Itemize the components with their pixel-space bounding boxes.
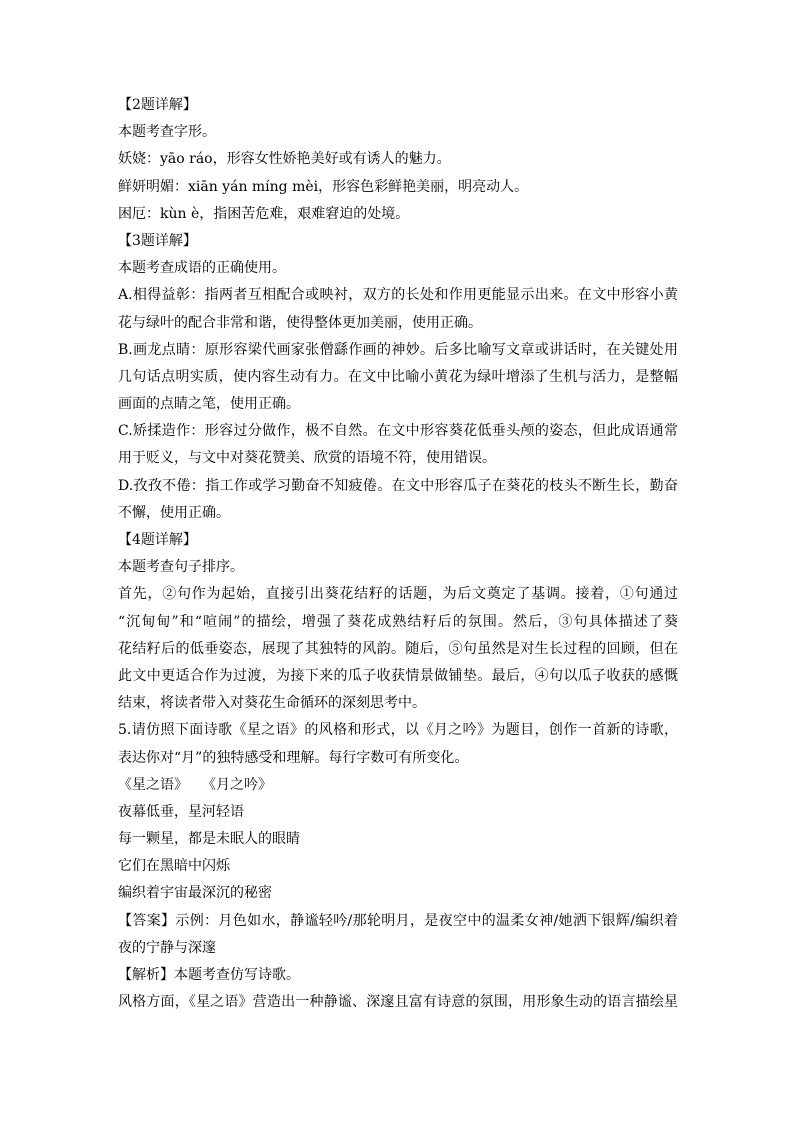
text-line: 夜幕低垂，星河轻语 — [118, 803, 244, 820]
text-line: 表达你对“月”的独特感受和理解。每行字数可有所变化。 — [118, 749, 469, 766]
text-line: 【答案】示例：月色如水，静谧轻吟/那轮明月，是夜空中的温柔女神/她洒下银辉/编织着 — [118, 912, 678, 929]
text-line: “沉甸甸”和“喧闹”的描绘，增强了葵花成熟结籽后的氛围。然后，③句具体描述了葵 — [118, 613, 678, 630]
text-line: 困厄：kùn è，指困苦危难，艰难窘迫的处境。 — [118, 205, 410, 222]
text-line: 夜的宁静与深邃 — [118, 939, 216, 956]
text-line: 不懈，使用正确。 — [118, 504, 230, 521]
text-line: D.孜孜不倦：指工作或学习勤奋不知疲倦。在文中形容瓜子在葵花的枝头不断生长，勤奋 — [118, 477, 678, 494]
text-line: 此文中更适合作为过渡，为接下来的瓜子收获情景做铺垫。最后，④句以瓜子收获的感慨 — [118, 667, 678, 684]
text-line: 【2题详解】 — [118, 97, 197, 113]
text-line: 【4题详解】 — [118, 532, 197, 548]
text-line: 本题考查成语的正确使用。 — [118, 260, 286, 277]
text-line: 首先，②句作为起始，直接引出葵花结籽的话题，为后文奠定了基调。接着，①句通过 — [118, 586, 678, 603]
text-line: 每一颗星，都是未眠人的眼睛 — [118, 831, 300, 848]
text-line: 鲜妍明媚：xiān yán míng mèi，形容色彩鲜艳美丽，明亮动人。 — [118, 178, 529, 195]
text-line: A.相得益彰：指两者互相配合或映衬，双方的长处和作用更能显示出来。在文中形容小黄 — [118, 287, 678, 304]
text-line: 用于贬义，与文中对葵花赞美、欣赏的语境不符，使用错误。 — [118, 450, 496, 467]
text-line: 编织着宇宙最深沉的秘密 — [118, 885, 272, 902]
text-line: 【解析】本题考查仿写诗歌。 — [118, 967, 300, 983]
text-line: 几句话点明实质，使内容生动有力。在文中比喻小黄花为绿叶增添了生机与活力，是整幅 — [118, 368, 678, 385]
text-line: 花与绿叶的配合非常和谐，使得整体更加美丽，使用正确。 — [118, 314, 482, 331]
text-line: 《星之语》 《月之吟》 — [118, 776, 272, 793]
text-line: 它们在黑暗中闪烁 — [118, 858, 230, 875]
text-line: 5.请仿照下面诗歌《星之语》的风格和形式，以《月之吟》为题目，创作一首新的诗歌， — [118, 722, 678, 739]
text-line: 【3题详解】 — [118, 232, 197, 249]
text-line: 本题考查字形。 — [118, 124, 216, 141]
text-line: 画面的点睛之笔，使用正确。 — [118, 396, 300, 413]
text-line: 花结籽后的低垂姿态，展现了其独特的风韵。随后，⑤句虽然是对生长过程的回顾，但在 — [118, 640, 678, 657]
text-line: C.矫揉造作：形容过分做作，极不自然。在文中形容葵花低垂头颅的姿态，但此成语通常 — [118, 423, 678, 440]
text-line: 妖娆：yāo ráo，形容女性娇艳美好或有诱人的魅力。 — [118, 151, 451, 168]
text-line: B.画龙点睛：原形容梁代画家张僧繇作画的神妙。后多比喻写文章或讲话时，在关键处用 — [118, 341, 678, 358]
text-line: 风格方面，《星之语》营造出一种静谧、深邃且富有诗意的氛围，用形象生动的语言描绘星 — [118, 994, 678, 1011]
document-body — [118, 92, 678, 1016]
text-line: 结束，将读者带入对葵花生命循环的深刻思考中。 — [118, 695, 426, 712]
text-line: 本题考查句子排序。 — [118, 559, 244, 576]
